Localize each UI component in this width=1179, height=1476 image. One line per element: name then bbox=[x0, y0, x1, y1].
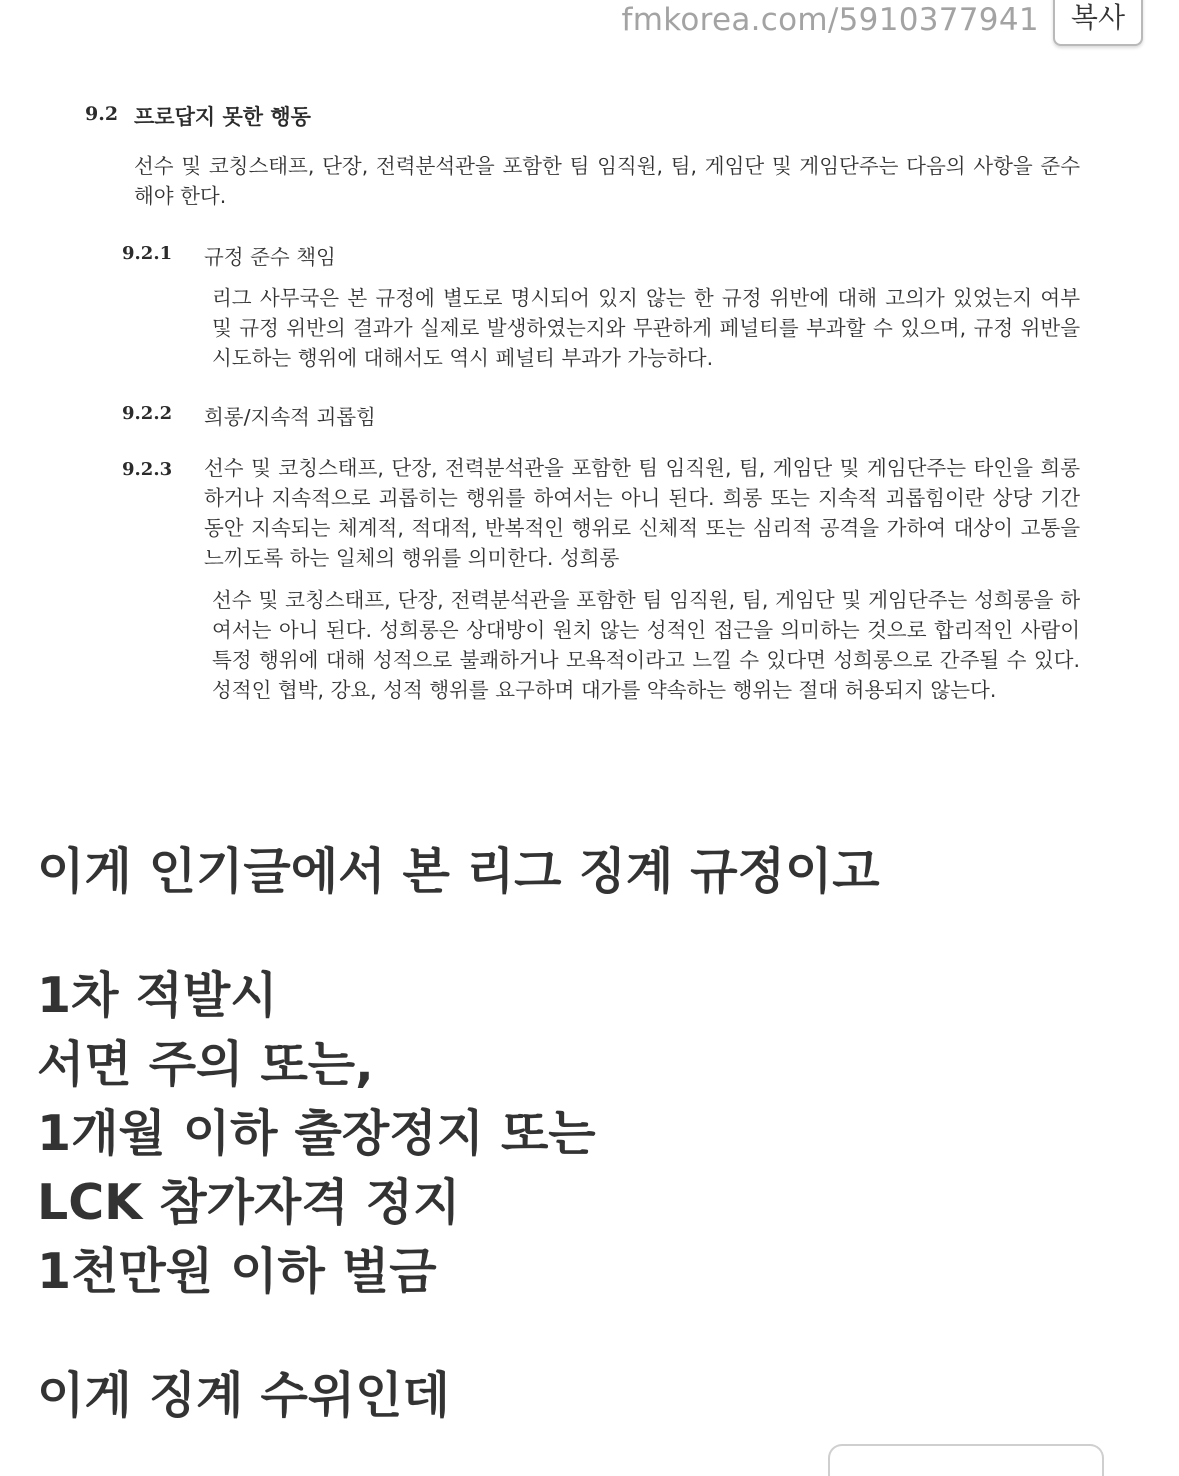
url-bar bbox=[621, 0, 1143, 46]
item-number: 9.2.1 bbox=[122, 243, 173, 264]
item-title: 희롱/지속적 괴롭힘 bbox=[204, 405, 376, 429]
item-body: 선수 및 코칭스태프, 단장, 전력분석관을 포함한 팀 임직원, 팀, 게임단 및 게임단주는 성희롱을 하여서는 아니 된다. 성희롱은 상대방이 원치 않는 성적인 접근을 의미하는 것으로 합리적인 사람이 특정 행위에 대해 성적으로 불쾌하거나 모욕적이라고 느낄 수 있다면 성희롱으로 간주될 수 있다. 성적인 협박, 강요, 성적 행위를 요구하며 대가를 약속하는 행위는 절대 허용되지 않는다. bbox=[212, 588, 1080, 702]
item-title: 규정 준수 책임 bbox=[204, 245, 336, 269]
penalty-line: 서면 주의 또는, bbox=[37, 1036, 374, 1093]
penalty-line: 1개월 이하 출장정지 또는 bbox=[37, 1105, 596, 1162]
item-number: 9.2.3 bbox=[122, 459, 173, 480]
post-text-line: 이게 징계 수위인데 bbox=[37, 1367, 450, 1424]
section-title: 프로답지 못한 행동 bbox=[134, 105, 311, 129]
section-number: 9.2 bbox=[85, 103, 119, 125]
item-title: 선수 및 코칭스태프, 단장, 전력분석관을 포함한 팀 임직원, 팀, 게임단 및 게임단주는 타인을 희롱하거나 지속적으로 괴롭히는 행위를 하여서는 아니 된다. 희롱 또는 지속적 괴롭힘이란 상당 기간 동안 지속되는 체계적, 적대적, 반복적인 행위로 신체적 또는 심리적 공격을 가하여 대상이 고통을 느끼도록 하는 일체의 행위를 의미한다. 성희롱 bbox=[204, 456, 1080, 570]
copy-url-button[interactable]: 복사 bbox=[1053, 0, 1143, 46]
penalty-line: 1천만원 이하 벌금 bbox=[37, 1243, 437, 1300]
embedded-box-edge bbox=[828, 1444, 1104, 1476]
post-url[interactable]: fmkorea.com/5910377941 bbox=[621, 2, 1039, 38]
penalty-line: LCK 참가자격 정지 bbox=[37, 1174, 461, 1231]
item-number: 9.2.2 bbox=[122, 403, 173, 424]
post-text-line: 이게 인기글에서 본 리그 징계 규정이고 bbox=[37, 843, 880, 900]
item-body: 리그 사무국은 본 규정에 별도로 명시되어 있지 않는 한 규정 위반에 대해 고의가 있었는지 여부 및 규정 위반의 결과가 실제로 발생하였는지와 무관하게 페널티를 부과할 수 있으며, 규정 위반을 시도하는 행위에 대해서도 역시 페널티 부과가 가능하다. bbox=[212, 286, 1080, 370]
section-intro: 선수 및 코칭스태프, 단장, 전력분석관을 포함한 팀 임직원, 팀, 게임단 및 게임단주는 다음의 사항을 준수해야 한다. bbox=[134, 154, 1080, 208]
penalty-line: 1차 적발시 bbox=[37, 967, 278, 1024]
